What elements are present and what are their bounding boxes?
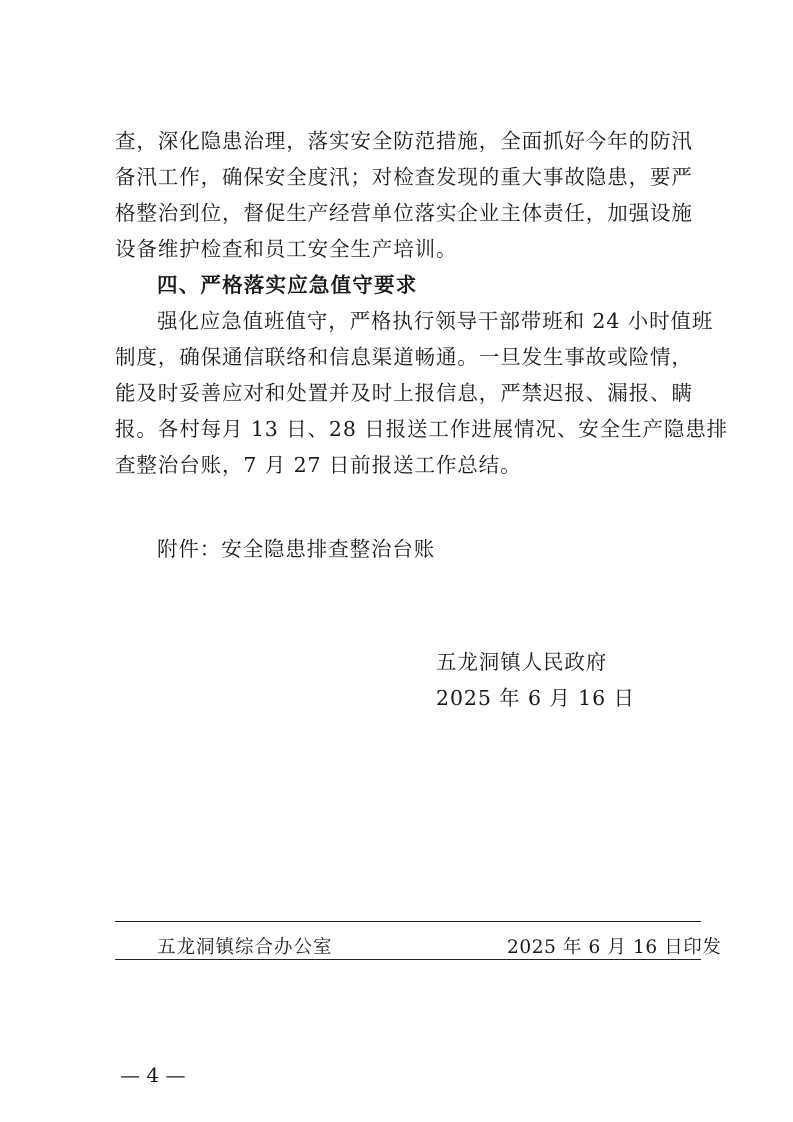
attachment-note: 附件：安全隐患排查整治台账 xyxy=(157,537,436,561)
footer-top-rule xyxy=(115,921,701,922)
body-paragraph-line: 查整治台账，7 月 27 日前报送工作总结。 xyxy=(115,453,522,477)
footer-bottom-rule xyxy=(115,959,701,960)
footer-issue-date: 2025 年 6 月 16 日印发 xyxy=(507,937,722,958)
issue-date: 2025 年 6 月 16 日 xyxy=(436,686,635,710)
body-paragraph-line: 格整治到位，督促生产经营单位落实企业主体责任，加强设施 xyxy=(115,201,693,225)
body-paragraph-line: 设备维护检查和员工安全生产培训。 xyxy=(115,237,458,261)
body-paragraph-line: 备汛工作，确保安全度汛；对检查发现的重大事故隐患，要严 xyxy=(115,165,693,189)
footer-office: 五龙洞镇综合办公室 xyxy=(157,937,333,958)
body-paragraph-line: 制度，确保通信联络和信息渠道畅通。一旦发生事故或险情， xyxy=(115,345,693,369)
issuer-name: 五龙洞镇人民政府 xyxy=(436,650,608,674)
page-number: — 4 — xyxy=(120,1063,186,1087)
body-paragraph-line: 报。各村每月 13 日、28 日报送工作进展情况、安全生产隐患排 xyxy=(115,417,729,441)
body-paragraph-line: 查，深化隐患治理，落实安全防范措施，全面抓好今年的防汛 xyxy=(115,129,693,153)
section-heading: 四、严格落实应急值守要求 xyxy=(157,273,418,297)
body-paragraph-line: 能及时妥善应对和处置并及时上报信息，严禁迟报、漏报、瞒 xyxy=(115,381,693,405)
body-paragraph-line: 强化应急值班值守，严格执行领导干部带班和 24 小时值班 xyxy=(157,309,714,333)
